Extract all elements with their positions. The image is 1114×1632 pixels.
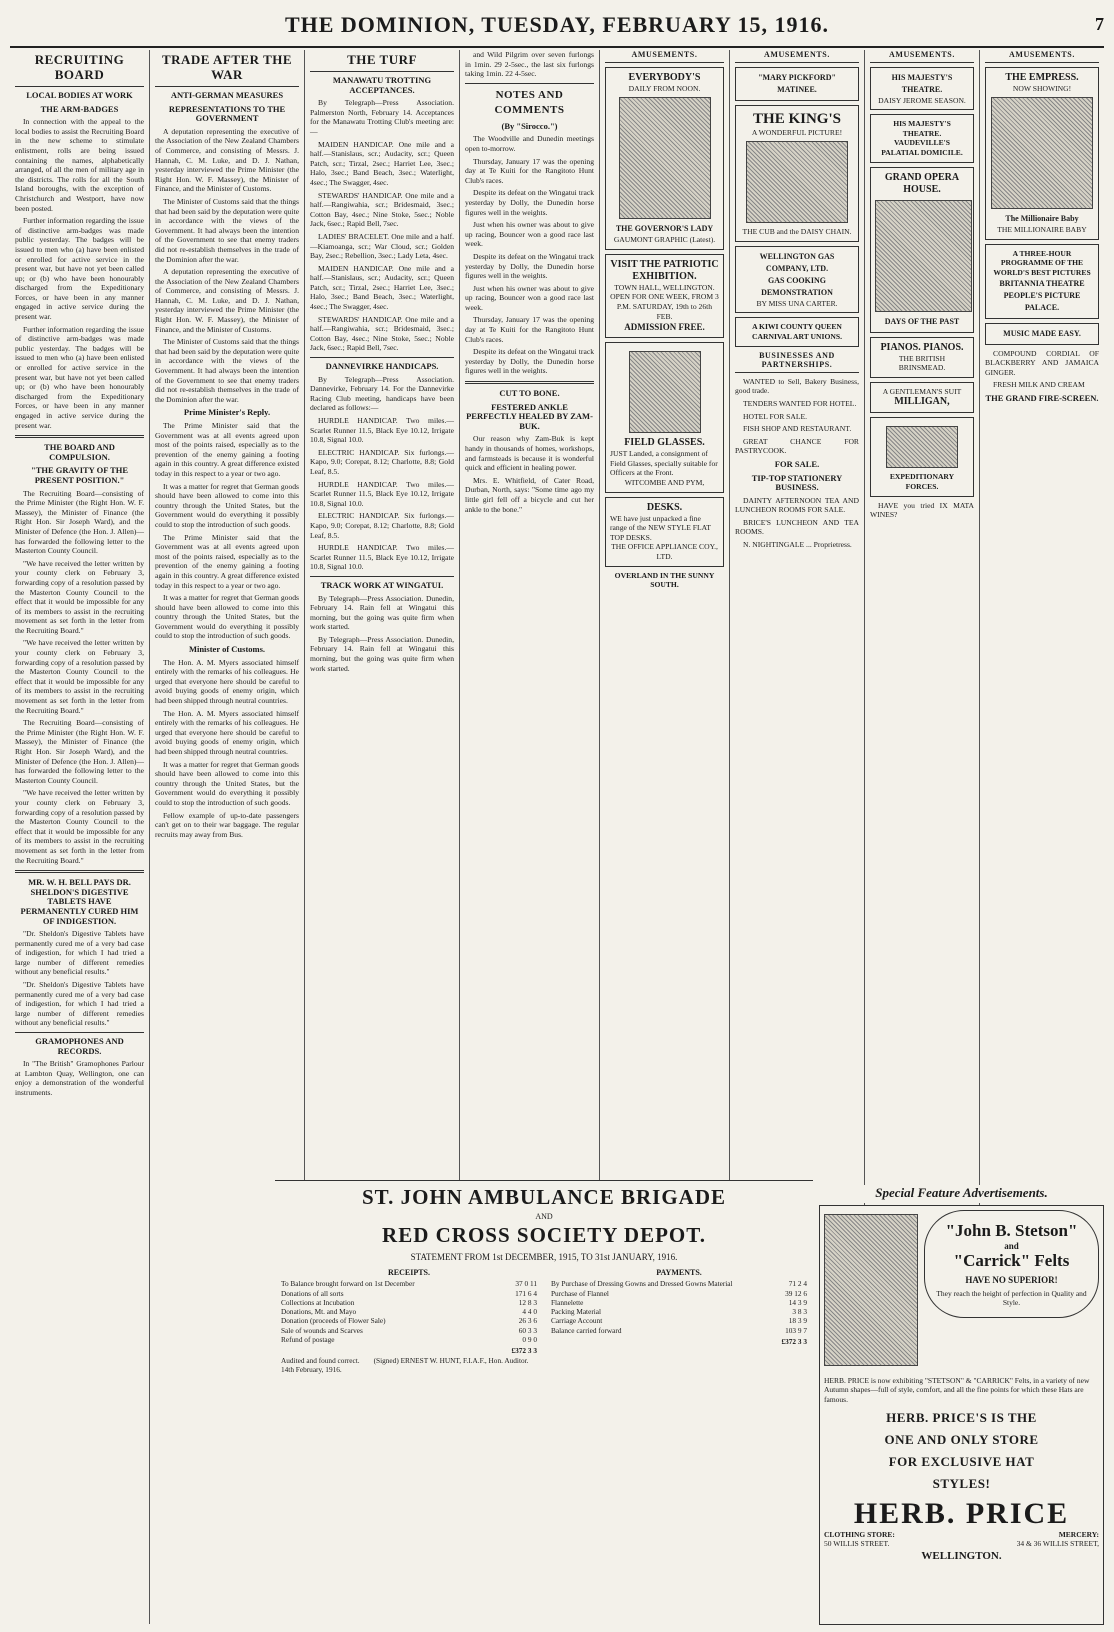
audited-note: Audited and found correct. [281,1355,360,1365]
payment-row [551,1316,807,1325]
payment-amount: 39 12 6 [785,1288,807,1298]
article-paragraph: The Prime Minister said that the Government was at all events agreed upon most of the points raised, especially as to the prevention of the enemy gaining a footing again in this country. A great difference existed today in this respect to a year or two ago. [155,532,299,590]
article-paragraph: The Minister of Customs said that the things that had been said by the deputation were quite in accordance with the views of the Government. It had always been the intention of the Government to see that enemy traders did not re-establish themselves in the trade of the Dominion after the war. [155,196,299,264]
article-paragraph: ELECTRIC HANDICAP. Six furlongs.—Kapo, 9.0; Corepat, 8.12; Charlotte, 8.8; Gold Leaf, 8.5. [310,511,454,540]
receipt-row [281,1307,537,1316]
page-number: 7 [1095,14,1104,34]
subhead-dannevirke: DANNEVIRKE HANDICAPS. [325,361,439,372]
ad-body: HERB. PRICE is now exhibiting "STETSON" & "CARRICK" Felts, in a variety of new Autumn shapes—full of style, comfort, and all the fine points for which these Hats are famous. [824,1376,1090,1404]
subhead-manawatu: MANAWATU TROTTING ACCEPTANCES. [332,75,432,95]
ad-his-majestys: HIS MAJESTY'S THEATRE. DAISY JEROME SEASON. [870,67,974,111]
receipt-amount: 0 9 0 [522,1335,537,1345]
payment-item: Purchase of Flannel [551,1288,609,1298]
article-paragraph: STEWARDS' HANDICAP. One mile and a half.—Rangiwahia, scr.; Bridesmaid, 3sec.; Cotton Bay, 4sec.; Nine Stoke, 5sec.; Noble Jack, 6sec.; Rapid Bell, 7sec. [310,190,454,229]
ad-field-glasses: FIELD GLASSES. JUST Landed, a consignment of Field Glasses, specially suitable for Officers at the Front. WITCOMBE AND PYM, [605,342,724,492]
statement-period: STATEMENT FROM 1st DECEMBER, 1915, TO 31st JANUARY, 1916. [410,1252,678,1262]
payment-row [551,1279,807,1288]
subhead-zam-buk: FESTERED ANKLE PERFECTLY HEALED BY ZAM-BUK. [466,401,593,431]
article-paragraph: The Prime Minister said that the Government was at all events agreed upon most of the points raised, especially as to the prevention of the enemy gaining a footing again in this country. A great difference existed today in this respect to a year or two ago. [155,421,299,478]
article-paragraph: In "The British" Gramophones Parlour at Lambton Quay, Wellington, one can enjoy a demonstration of the wonderful instruments. [15,1059,144,1097]
article-paragraph: "We have received the letter written by your county clerk on February 3, forwarding copy of a resolution passed by the Masterton County Council to the effect that it would be impossible for any of its members to assist in the recruiting movement as set forth in the letter from the Recruiting Board." [15,638,144,715]
gentleman-hat-illustration [824,1214,918,1366]
special-feature-heading: Special Feature Advertisements. [819,1185,1104,1203]
article-paragraph: The Minister of Customs said that the things that had been said by the deputation were quite in accordance with the views of the Government. It had always been the intention of the Government to see that enemy traders did not re-establish themselves in the trade of the Dominion after the war. [155,337,299,404]
payment-item: Balance carried forward [551,1325,622,1335]
article-paragraph: "Dr. Sheldon's Digestive Tablets have permanently cured me of a very bad case of indigestion, for which I had tried a large number of different remedies without any beneficial results." [15,929,144,977]
receipt-item: Donation (proceeds of Flower Sale) [281,1316,386,1326]
subhead-wingatui: TRACK WORK AT WINGATUI. [320,579,444,590]
receipt-row [281,1298,537,1307]
article-paragraph: The Hon. A. M. Myers associated himself entirely with the remarks of his colleagues. He urged that everyone here should be careful to avoid buying goods of enemy origin, which had been shipped through neutral countries. [155,657,299,706]
article-paragraph: and Wild Pilgrim over seven furlongs in 1min. 29 2-5sec., the last six furlongs taking 1min. 22 4-5sec. [465,50,594,79]
city-name: WELLINGTON. [921,1550,1002,1563]
article-paragraph: The Recruiting Board—consisting of the Prime Minister (the Right Hon. W. F. Massey), the Minister of Finance (the Right Hon. Sir Joseph Ward), and the Minister of Defence (the Hon. J. Allen)—has forwarded the following letter to the Masterton County Council. [15,488,144,556]
subhead-local-bodies: LOCAL BODIES AT WORK [26,90,133,100]
statement-date: 14th February, 1916. [281,1364,342,1374]
receipt-item: Collections at Incubation [281,1297,355,1307]
payment-amount: 103 9 7 [785,1325,807,1335]
masthead [10,8,1104,48]
section-header-amusements: AMUSEMENTS. [870,50,974,63]
receipt-item: Sale of wounds and Scarves [281,1325,363,1335]
receipt-amount: 171 6 4 [515,1288,537,1298]
column-amusements-3: AMUSEMENTS. HIS MAJESTY'S THEATRE. DAISY JEROME SEASON. HIS MAJESTY'S THEATRE. VAUDEVILLE'S PALATIAL DOMICILE. GRAND OPERA HOUSE. DAYS OF THE PAST PIANOS. PIANOS. THE BRITISH BRINSMEAD. A GENTLEMAN'S SUIT MILLIGAN, EXPEDITIONARY FORCES. HAVE you tried IX MATA WINES? [865,50,980,1624]
receipt-row [281,1335,537,1344]
ad-pianos: PIANOS. PIANOS. THE BRITISH BRINSMEAD. [870,337,974,378]
article-paragraph: By Telegraph—Press Association. Dunedin, February 14. Rain fell at Wingatui this morning, but the going was quite firm when work started. [310,593,454,632]
newspaper-title: THE DOMINION, TUESDAY, FEBRUARY 15, 1916. [284,12,830,37]
payment-item: Packing Material [551,1307,602,1317]
subhead-sheldon-tablets: MR. W. H. BELL PAYS DR. SHELDON'S DIGESTIVE TABLETS HAVE PERMANENTLY CURED HIM OF INDIGESTION. [20,877,139,926]
ad-expeditionary: EXPEDITIONARY FORCES. [870,417,974,496]
payments-total: £372 3 3 [781,1337,807,1347]
article-paragraph: HURDLE HANDICAP. Two miles.—Scarlet Runner 11.5, Black Eye 10.12, Irrigate 10.8, Signal 10.0. [310,543,454,572]
receipts-total: £372 3 3 [511,1346,537,1356]
receipt-row [281,1316,537,1325]
article-paragraph: It was a matter for regret that German goods should have been allowed to come into this country through the United States, but the Government would do everything it possibly could to stop the introduction of such goods. [155,481,299,529]
receipt-item: Donations, Mt. and Mayo [281,1307,357,1317]
article-paragraph: A deputation representing the executive of the Association of the New Zealand Chambers of Commerce, and consisting of Messrs. J. Hannah, C. M. Luke, and D. J. Nathan, yesterday interviewed the Prime Minister (the Right Hon. W. F. Massey), the Minister of Finance, and the Minister of Customs. [155,126,299,194]
subhead-anti-german: ANTI-GERMAN MEASURES [170,90,284,100]
section-header-amusements: AMUSEMENTS. [985,50,1099,63]
ad-music: MUSIC MADE EASY. [985,323,1099,345]
article-paragraph: Mrs. E. Whitfield, of Cater Road, Durban, North, says: "Some time ago my little girl fell off a bicycle and cut her ankle to the bone." [465,475,594,514]
article-paragraph: ELECTRIC HANDICAP. Six furlongs.—Kapo, 9.0; Corepat, 8.12; Charlotte, 8.8; Gold Leaf, 8.5. [310,447,454,476]
cannon-illustration [886,426,958,468]
subhead-board-compulsion: THE BOARD AND COMPULSION. [44,442,115,462]
opera-poster-illustration [875,200,972,312]
article-paragraph: MAIDEN HANDICAP. One mile and a half.—Stanislaus, scr.; Audacity, scr.; Queen Patch, scr.; Tirzal, 2sec.; Harriet Lee, 3sec.; Halo, 3sec.; Band Beach, 3sec.; Waterlight, 4sec.; The Swagger, 4sec. [310,263,454,312]
article-paragraph: Thursday, January 17 was the opening day at Te Kuiti for the Rangitoto Hunt Club's races. [465,156,594,185]
subhead-cut-to-bone: CUT TO BONE. [499,388,560,399]
ad-the-kings: THE KING'S A WONDERFUL PICTURE! THE CUB and the DAISY CHAIN. [735,105,859,242]
signed-note: (Signed) ERNEST W. HUNT, F.I.A.F., Hon. Auditor. [373,1355,529,1365]
headline-notes-comments: NOTES AND COMMENTS [494,88,565,116]
ad-desks: DESKS. WE have just unpacked a fine range of the NEW STYLE FLAT TOP DESKS. THE OFFICE APPLIANCE COY., LTD. [605,497,724,567]
receipt-item: Refund of postage [281,1335,335,1345]
receipt-amount: 26 3 6 [518,1316,537,1326]
ad-overland: OVERLAND IN THE SUNNY SOUTH. [614,570,715,590]
payment-item: Carriage Account [551,1316,603,1326]
payment-amount: 71 2 4 [788,1279,807,1289]
article-paragraph: A deputation representing the executive of the Association of the New Zealand Chambers of Commerce, and consisting of Messrs. J. Hannah, C. M. Luke, and D. J. Nathan, yesterday interviewed the Prime Minister (the Right Hon. W. F. Massey), the Minister of Finance, and the Minister of Customs. [155,267,299,334]
ad-vaudeville: HIS MAJESTY'S THEATRE. VAUDEVILLE'S PALATIAL DOMICILE. [870,114,974,162]
article-paragraph: MAIDEN HANDICAP. One mile and a half.—Stanislaus, scr.; Audacity, scr.; Queen Patch, scr.; Tirzal, 2sec.; Harriet Lee, 3sec.; Halo, 3sec.; Band Beach, 3sec.; Waterlight, 4sec.; The Swagger, 4sec. [310,139,454,187]
section-header-businesses: BUSINESSES AND PARTNERSHIPS. [735,351,859,373]
ad-britannia: A THREE-HOUR PROGRAMME OF THE WORLD'S BEST PICTURES BRITANNIA THEATRE PEOPLE'S PICTURE PALACE. [985,244,1099,319]
article-paragraph: In connection with the appeal to the local bodies to assist the Recruiting Board in the new scheme to stimulate enlistment, rolls are being issued containing the names, alphabetically arranged, of all the men of military age in the districts. The rolls for all the South Island boroughs, with the exception of Christchurch and Westport, have now been posted. [15,117,144,213]
ad-grand-opera: GRAND OPERA HOUSE. DAYS OF THE PAST [870,167,974,333]
payment-row [551,1326,807,1335]
article-paragraph: LADIES' BRACELET. One mile and a half.—Kiamoanga, scr.; War Cloud, scr.; Golden Bay, 2sec.; Rebellion, 3sec.; Lady Leta, 4sec. [310,231,454,261]
subhead-gravity: "THE GRAVITY OF THE PRESENT POSITION." [30,465,129,485]
article-paragraph: The Recruiting Board—consisting of the Prime Minister (the Right Hon. W. F. Massey), the Minister of Finance (the Right Hon. Sir Joseph Ward), and the Minister of Defence (the Hon. J. Allen)—has forwarded the following letter to the Masterton County Council. [15,718,144,785]
ad-mary-pickford: "MARY PICKFORD" MATINEE. [735,67,859,101]
brand-name: HERB. PRICE [853,1497,1070,1531]
section-header-amusements: AMUSEMENTS. [735,50,859,63]
film-illustration [746,141,848,223]
payment-amount: 3 8 3 [792,1307,807,1317]
payment-row [551,1298,807,1307]
payment-row [551,1289,807,1298]
speech-bubble: "John B. Stetson" and "Carrick" Felts HAVE NO SUPERIOR! They reach the height of perfection in Quality and Style. [924,1210,1099,1318]
statement-title: ST. JOHN AMBULANCE BRIGADE [362,1185,726,1209]
article-paragraph: Our reason why Zam-Buk is kept handy in thousands of homes, workshops, and farmsteads is because it is wonderful quick and efficient in healing power. [465,434,594,473]
subhead-minister-customs: Minister of Customs. [188,644,266,655]
article-paragraph: By Telegraph—Press Association. Dannevirke, February 14. For the Dannevirke Racing Club meeting, handicaps have been declared as follows:— [310,374,454,413]
receipt-amount: 4 4 0 [522,1307,537,1317]
article-paragraph: It was a matter for regret that German goods should have been allowed to come into this country through the United States, but the Government would do everything it possibly could to stop the introduction of such goods. [155,759,299,807]
article-paragraph: "We have received the letter written by your county clerk on February 3, forwarding copy of a resolution passed by the Masterton County Council to the effect that it would be impossible for any of its members to assist in the recruiting movement as set forth in the letter from the Recruiting Board." [15,558,144,635]
article-paragraph: HURDLE HANDICAP. Two miles.—Scarlet Runner 11.5, Black Eye 10.12, Irrigate 10.8, Signal 10.0. [310,416,454,445]
ad-gas-company: WELLINGTON GAS COMPANY, LTD. GAS COOKING DEMONSTRATION BY MISS UNA CARTER. [735,246,859,314]
headline-the-turf: THE TURF [347,52,417,67]
article-paragraph: "Dr. Sheldon's Digestive Tablets have permanently cured me of a very bad case of indigestion, for which I had tried a large number of different remedies without any beneficial results." [15,980,144,1028]
ledger [281,1268,807,1356]
subhead-arm-badges: THE ARM-BADGES [40,103,119,114]
article-paragraph: By Telegraph—Press Association. Palmerston North, February 14. Acceptances for the Manawatu Trotting Club's meeting are:— [310,98,454,136]
headline-recruiting-board: RECRUITING BOARD [34,52,125,82]
article-paragraph: The Woodville and Dunedin meetings open to-morrow. [465,134,594,153]
receipt-item: Donations of all sorts [281,1288,344,1298]
section-header-amusements: AMUSEMENTS. [605,50,724,63]
article-paragraph: "We have received the letter written by your county clerk on February 3, forwarding copy of a resolution passed by the Masterton County Council to the effect that it would be impossible for any of its members to assist in the recruiting movement as set forth in the letter from the Recruiting Board." [15,788,144,865]
ad-milligan: A GENTLEMAN'S SUIT MILLIGAN, [870,382,974,414]
millionaire-baby-illustration [991,97,1093,209]
article-paragraph: Fellow example of up-to-date passengers can't get on to their war baggage. The regular recruits may away from Bus. [155,810,299,839]
statement-subtitle: RED CROSS SOCIETY DEPOT. [382,1223,706,1247]
receipt-amount: 60 3 3 [518,1325,537,1335]
ad-everybodys: EVERYBODY'S DAILY FROM NOON. THE GOVERNOR'S LADY GAUMONT GRAPHIC (Latest). [605,67,724,250]
headline-trade-after-war: TRADE AFTER THE WAR [161,52,293,82]
ad-herb-price-stetson: "John B. Stetson" and "Carrick" Felts HAVE NO SUPERIOR! They reach the height of perfection in Quality and Style. HERB. PRICE is now exhibiting "STETSON" & "CARRICK" Felts, in a variety of new Autumn shapes—full of style, comfort, and all the fine points for which these Hats are famous. HERB. PRICE'S IS THE ONE AND ONLY STORE FOR EXCLUSIVE HAT STYLES! HERB. PRICE CLOTHING STORE: MERCERY: 50 WILLIS STREET. 34 & 36 WILLIS STREET, WELLINGTON. [819,1205,1104,1625]
ad-art-unions: A KIWI COUNTY QUEEN CARNIVAL ART UNIONS. [735,317,859,346]
article-paragraph: HURDLE HANDICAP. Two miles.—Scarlet Runner 11.5, Black Eye 10.12, Irrigate 10.8, Signal 10.0. [310,479,454,508]
subhead-gramophones: GRAMOPHONES AND RECORDS. [35,1036,124,1056]
payment-item: By Purchase of Dressing Gowns and Dressed Gowns Material [551,1279,733,1289]
subhead-prime-minister-reply: Prime Minister's Reply. [183,407,271,418]
receipt-amount: 37 0 11 [515,1279,537,1289]
subhead-representations: REPRESENTATIONS TO THE GOVERNMENT [168,103,286,124]
ad-patriotic-exhibition: VISIT THE PATRIOTIC EXHIBITION. TOWN HALL, WELLINGTON. OPEN FOR ONE WEEK, FROM 3 P.M. SATURDAY, 19th to 26th FEB. ADMISSION FREE. [605,254,724,338]
article-paragraph: By Telegraph—Press Association. Dunedin, February 14. Rain fell at Wingatui this morning, but the going was quite firm when work started. [310,634,454,673]
payments-column: PAYMENTS. By Purchase of Dressing Gowns and Dressed Gowns Material 71 2 4 Purchase of Flannel 39 12 6 Flannelette 14 3 9 Packing Material 3 8 3 Carriage Account 18 3 9 Balance carried forward 103 9 7 £372 3 3 [551,1268,807,1347]
article-paragraph: It was a matter for regret that German goods should have been allowed to come into this country through the United States, but the Government would do everything it possibly could to stop the introduction of such goods. [155,593,299,641]
theatre-poster-illustration [619,97,711,219]
receipt-item: To Balance brought forward on 1st December [281,1279,415,1289]
receipt-row [281,1326,537,1335]
article-paragraph: Despite its defeat on the Wingatui track yesterday by Dolly, the Dunedin horse figures well in the weights. [465,347,594,376]
payment-amount: 14 3 9 [788,1297,807,1307]
payment-item: Flannelette [551,1297,584,1307]
ad-empress: THE EMPRESS. NOW SHOWING! The Millionaire Baby THE MILLIONAIRE BABY [985,67,1099,240]
payment-row [551,1307,807,1316]
article-paragraph: Despite its defeat on the Wingatui track yesterday by Dolly, the Dunedin horse figures well in the weights. [465,251,594,281]
column-amusements-2: AMUSEMENTS. "MARY PICKFORD" MATINEE. THE KING'S A WONDERFUL PICTURE! THE CUB and the DAISY CHAIN. WELLINGTON GAS COMPANY, LTD. GAS COOKING DEMONSTRATION BY MISS UNA CARTER. A KIWI COUNTY QUEEN CARNIVAL ART UNIONS. BUSINESSES AND PARTNERSHIPS. WANTED to Sell, Bakery Business, good trade. TENDERS WANTED FOR HOTEL. HOTEL FOR SALE. FISH SHOP AND RESTAURANT. GREAT CHANCE FOR PASTRYCOOK. FOR SALE. TIP-TOP STATIONERY BUSINESS. DAINTY AFTERNOON TEA AND LUNCHEON ROOMS FOR SALE. BRICE'S LUNCHEON AND TEA ROOMS. N. NIGHTINGALE ... Proprietress. [730,50,865,1624]
receipts-column: RECEIPTS. To Balance brought forward on 1st December 37 0 11 Donations of all sorts 171 6 4 Collections at Incubation 12 8 3 Donations, Mt. and Mayo 4 4 0 Donation (proceeds of Flower Sale) 26 3 6 Sale of wounds and Scarves 60 3 3 Refund of postage 0 9 0 £372 3 3 [281,1268,537,1356]
article-paragraph: Thursday, January 17 was the opening day at Te Kuiti for the Rangitoto Hunt Club's races. [465,315,594,344]
st-john-ambulance-statement: ST. JOHN AMBULANCE BRIGADE AND RED CROSS SOCIETY DEPOT. STATEMENT FROM 1st DECEMBER, 1915, TO 31st JANUARY, 1916. RECEIPTS. To Balance brought forward on 1st December 37 0 11 Donations of all sorts 171 6 4 Collections at Incubation 12 8 3 Donations, Mt. and Mayo 4 4 0 Donation (proceeds of Flower Sale) 26 3 6 Sale of wounds and Scarves 60 3 3 Refund of postage 0 9 0 £372 3 3 PAYMENTS. By Purchase of Dressing Gowns and Dressed Gowns Material 71 2 4 Purchase of Flannel 39 12 6 Flannelette 14 3 9 Packing Material 3 8 3 Carriage Account 18 3 9 Balance carried forward 103 9 7 £372 3 3 Audited and found correct. (Signed) ERNEST W. HUNT, F.I.A.F., Hon. Auditor. 14th February, 1916. [275,1180,813,1630]
binoculars-illustration [629,351,701,433]
payment-amount: 18 3 9 [788,1316,807,1326]
receipt-row [281,1279,537,1288]
byline-sirocco: (By "Sirocco.") [501,120,558,131]
article-paragraph: The Hon. A. M. Myers associated himself entirely with the remarks of his colleagues. He urged that everyone here should be careful to avoid buying goods of enemy origin, which had been shipped through neutral countries. [155,708,299,756]
article-paragraph: STEWARDS' HANDICAP. One mile and a half.—Rangiwahia, scr.; Bridesmaid, 3sec.; Cotton Bay, 4sec.; Nine Stoke, 5sec.; Noble Jack, 6sec.; Rapid Bell, 7sec. [310,314,454,353]
column-recruiting [10,50,150,1624]
column-amusements-4: AMUSEMENTS. THE EMPRESS. NOW SHOWING! The Millionaire Baby THE MILLIONAIRE BABY A THREE-HOUR PROGRAMME OF THE WORLD'S BEST PICTURES BRITANNIA THEATRE PEOPLE'S PICTURE PALACE. MUSIC MADE EASY. COMPOUND CORDIAL OF BLACKBERRY AND JAMAICA GINGER. FRESH MILK AND CREAM THE GRAND FIRE-SCREEN. [985,50,1099,403]
article-paragraph: Just when his owner was about to give up racing, Bouncer won a good race last week. [465,283,594,312]
article-paragraph: Further information regarding the issue of distinctive arm-badges was made public yesterday. The badges will be issued to men who (a) have been enlisted or enrolled for active service in the present war, but have not yet been called up; or (b) who have been honourably discharged from the Expeditionary Forces, or have been in any manner engaged in active service during the present war. [15,216,144,322]
receipt-row [281,1289,537,1298]
article-paragraph: Further information regarding the issue of distinctive arm-badges was made public yesterday. The badges will be issued to men who (a) have been enlisted or enrolled for active service in the present war, but have not yet been called up; or (b) who have been honourably discharged from the Expeditionary Forces, or have been in any manner engaged in active service during the present war. [15,324,144,430]
article-paragraph: Despite its defeat on the Wingatui track yesterday by Dolly, the Dunedin horse figures well in the weights. [465,188,594,217]
article-paragraph: Just when his owner was about to give up racing, Bouncer won a good race last week. [465,220,594,249]
receipt-amount: 12 8 3 [518,1297,537,1307]
